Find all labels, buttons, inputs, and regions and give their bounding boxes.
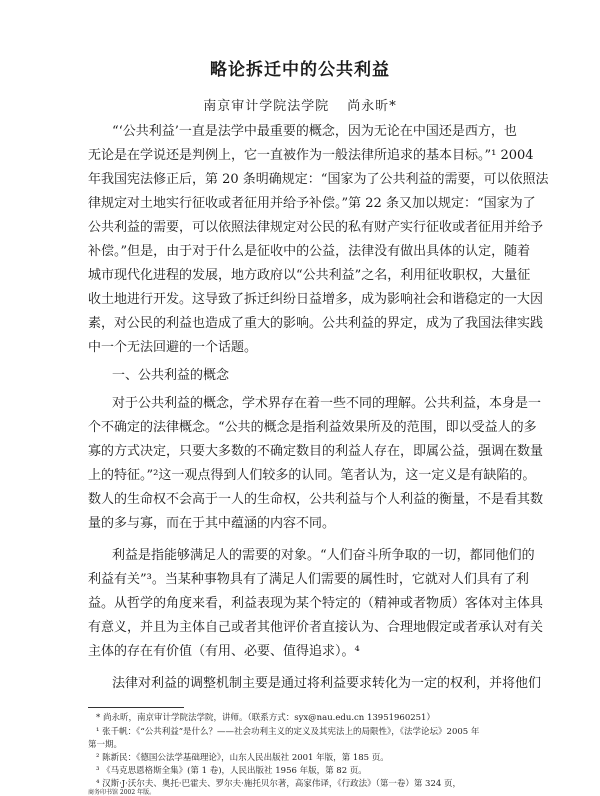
article-title: 略论拆迁中的公共利益 — [210, 60, 390, 80]
footnote-divider — [88, 707, 184, 708]
body-line: 利益有关”³。当某种事物具有了满足人们需要的属性时，它就对人们具有了利 — [88, 572, 529, 587]
body-line: 上的特征。”²这一观点得到人们较多的认同。笔者认为，这一定义是有缺陷的。 — [88, 468, 536, 483]
body-line: 中一个无法回避的一个话题。 — [88, 340, 258, 355]
body-line: 法律对利益的调整机制主要是通过将利益要求转化为一定的权利，并将他们 — [112, 676, 542, 691]
body-line: 城市现代化进程的发展，地方政府以“公共利益”之名，利用征收职权，大量征 — [88, 268, 531, 283]
body-line: 主体的存在有价值（有用、必要、值得追求）。⁴ — [88, 644, 360, 659]
footnote: ³ 《马克思恩格斯全集》(第 1 卷)，人民出版社 1956 年版，第 82 页。 — [96, 766, 367, 776]
body-line: 律规定对土地实行征收或者征用并给予补偿。”第 22 条又加以规定：“国家为了 — [88, 196, 536, 211]
body-line: 数人的生命权不会高于一人的生命权，公共利益与个人利益的衡量，不是看其数 — [88, 492, 544, 507]
footnote: 第一期。 — [88, 740, 123, 750]
body-line: 无论是在学说还是判例上，它一直被作为一般法律所追求的基本目标。”¹ 2004 — [88, 148, 534, 163]
body-line: 对于公共利益的概念，学术界存在着一些不同的理解。公共利益，本身是一 — [112, 396, 542, 411]
footnote: ⁴ 汉斯·J·沃尔夫、奥托·巴霍夫、罗尔夫·施托贝尔著，高家伟译，《行政法》（第一卷）第 324 页， — [96, 779, 461, 789]
body-line: 量的多与寡，而在于其中蕴涵的内容不同。 — [88, 516, 336, 531]
section-heading: 一、公共利益的概念 — [112, 368, 230, 383]
body-line: 个不确定的法律概念。“公共的概念是指利益效果所及的范围，即以受益人的多 — [88, 420, 537, 435]
author-affiliation: 南京审计学院法学院 — [203, 99, 330, 114]
body-line: 年我国宪法修正后，第 20 条明确规定：“国家为了公共利益的需要，可以依照法 — [88, 172, 549, 187]
body-line: 收土地进行开发。这导致了拆迁纠纷日益增多，成为影响社会和谐稳定的一大因 — [88, 292, 544, 307]
author-line — [0, 95, 600, 114]
body-line: 寡的方式决定，只要大多数的不确定数目的利益人存在，即属公益，强调在数量 — [88, 444, 544, 459]
body-line: 益。从哲学的角度来看，利益表现为某个特定的（精神或者物质）客体对主体具 — [88, 596, 544, 611]
footnote: * 尚永昕，南京审计学院法学院，讲师。（联系方式：syx@nau.edu.cn 13951960251） — [96, 713, 435, 723]
footnote: 商务印书馆 2002 年版。 — [88, 789, 156, 796]
footnote: ¹ 张千帆：《“公共利益”是什么？——社会功利主义的定义及其宪法上的局限性》，《法学论坛》2005 年 — [96, 727, 480, 737]
body-line: 补偿。”但是，由于对于什么是征收中的公益，法律没有做出具体的认定，随着 — [88, 244, 531, 259]
body-line: 素，对公民的利益也造成了重大的影响。公共利益的界定，成为了我国法律实践 — [88, 316, 544, 331]
author-footnote-mark: * — [389, 99, 397, 114]
body-line: 利益是指能够满足人的需要的对象。“人们奋斗所争取的一切，都同他们的 — [112, 548, 535, 563]
body-line: 公共利益的需要，可以依照法律规定对公民的私有财产实行征收或者征用并给予 — [88, 220, 544, 235]
footnote: ² 陈新民：《德国公法学基础理论》，山东人民出版社 2001 年版，第 185 页。 — [96, 753, 389, 763]
author-name: 尚永昕 — [347, 99, 390, 114]
body-line: 有意义，并且为主体自己或者其他评价者直接认为、合理地假定或者承认对有关 — [88, 620, 544, 635]
body-line: “‘公共利益’一直是法学中最重要的概念，因为无论在中国还是西方，也 — [112, 124, 517, 139]
